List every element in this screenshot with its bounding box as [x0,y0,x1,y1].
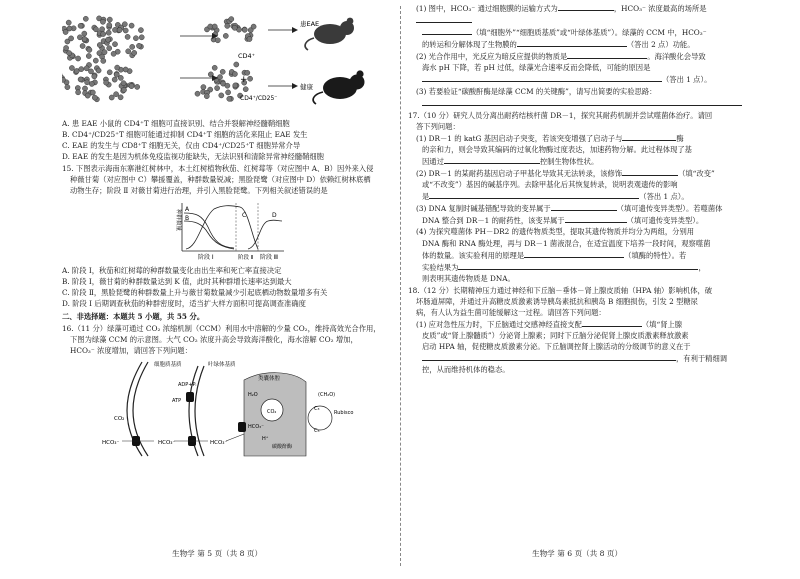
eae-experiment-figure [62,0,394,118]
cell-dot [92,74,97,79]
q18-part1-line1: (1) 应对急性压力时，下丘脑通过交感神经直接支配 （填“肾上腺 [416,320,683,330]
cell-dot [114,92,119,97]
cell-dot [82,31,87,36]
cell-dot [97,42,102,47]
cell-dot [78,77,83,82]
q16-part1-line1: (1) 图中，HCO₃⁻ 通过细胞膜的运输方式为 ，HCO₃⁻ 浓度最高的场所是 [408,2,744,26]
cell-dot [136,43,141,48]
eae-label: 患EAE [300,20,320,28]
cell-dot [90,90,95,95]
curve-label-b: B [185,214,190,222]
cell-dot [92,95,97,100]
q17-part4-line1: (4) 为探究噬菌体 PH－DR2 的遗传物质类型，提取其遗传物质并均分为两组，分别用 [416,227,695,237]
cell-dot [78,23,83,28]
hco3-label-1: HCO₃⁻ [102,440,120,447]
cell-dot [107,23,112,28]
answer-blank[interactable] [524,249,624,258]
cell-dot [83,16,88,21]
cell-dot [67,51,72,56]
hco3-label-3: HCO₃⁻ [210,440,228,447]
q18-part1-line2: 皮质”或“肾上腺髓质”）分泌肾上腺素；同时下丘脑分泌促肾上腺皮质激素释放激素 [422,331,689,341]
cell-dot [118,75,123,80]
q18-part1-line4: ，有利于精细调 [408,352,744,364]
adp-label: ADP+Pᵢ [178,382,197,389]
q14-option-d[interactable]: D. EAE 的发生是因为机体免疫监视功能缺失，无法识别和清除异常神经髓鞘细胞 [62,152,324,162]
cell-dot [129,84,134,89]
answer-blank[interactable] [422,352,676,361]
q17-part4-line5: 则表明其遗传物质是 DNA。 [422,273,515,283]
h2o-label: H₂O [248,392,258,399]
cell-dot [67,26,72,31]
q14-option-a[interactable]: A. 患 EAE 小鼠的 CD4⁺T 细胞可直接识别、结合并裂解神经髓鞘细胞 [62,119,290,128]
q17-part4-line2: DNA 酶和 RNA 酶处理，再与 DR－1 菌液混合，在适宜温度下培养一段时间，观察噬菌 [422,238,711,248]
right-column [408,2,744,558]
cell-dot [123,67,128,72]
cell-dot [121,87,126,92]
q15-stem-1: 15. 下图表示海南东寨港红树林中，本土红树植物秋茄、红树莓等（对应图中 A、B）因外来入侵 [62,164,374,174]
answer-blank[interactable] [458,261,698,270]
cell-dot [247,36,252,41]
q15-stem-2: 种薇甘菊（对应图中 C）攀援覆盖，种群数量锐减；黑脸琵鹭（对应图中 D）依赖红树林底栖 [70,175,371,185]
cell-dot [84,66,89,71]
cell-dot [62,77,66,82]
q16-part3-line1: (3) 若要验证“碳酸酐酶是绿藻 CCM 的关键酶”，请写出简要的实验思路： [416,86,657,96]
q16-part2-line1: (2) 光合作用中，光反应为暗反应提供的物质是 。海洋酸化会导致 [416,52,706,62]
cell-dot [104,80,109,85]
cell-dot [204,94,209,99]
answer-blank[interactable] [444,155,540,164]
cell-dot [138,28,143,33]
column-divider [400,6,401,566]
cell-dot [223,33,228,38]
stage3-label: 阶段 Ⅲ [260,253,279,261]
answer-blank[interactable] [416,14,472,23]
answer-blank[interactable] [517,38,627,47]
cell-dot [215,38,220,43]
answer-blank[interactable] [622,167,678,176]
cell-dot [195,91,200,96]
section-2-heading: 二、非选择题：本题共 5 小题，共 55 分。 [62,311,205,321]
cell-dot [76,56,81,61]
q17-part3-line1: (3) DNA 复制时碱基错配导致的变异属于 （填可遗传变异类型）。若噬菌体 [416,204,723,214]
curve-label-d: D [272,211,277,219]
cell-dot [118,95,123,100]
cell-dot [135,84,140,89]
cell-dot [101,58,106,63]
cell-dot [82,37,87,42]
cell-dot [225,83,230,88]
cell-dot [112,77,117,82]
cell-dot [201,85,206,90]
cell-dot [129,23,134,28]
q15-option-a[interactable]: A. 阶段 Ⅰ，秋茄和红树莓的种群数量变化由出生率和死亡率直接决定 [62,265,282,275]
q14-option-b[interactable]: B. CD4⁺/CD25⁺T 细胞可能通过抑制 CD4⁺T 细胞的活化来阻止 EAE 发生 [62,130,308,140]
co2-label-inner: CO₂ [267,409,277,416]
cell-dot [86,53,91,58]
cell-dot [76,90,81,95]
cell-dot [107,46,112,51]
carbonic-anhydrase-label: 碳酸酐酶 [272,444,293,451]
q17-part4-line3: 体的数量。该实验利用的原理是 （填酶的特性）。若 [422,250,687,260]
cell-dot [107,17,112,22]
cell-dot [107,70,112,75]
proton-label: H⁺ [262,436,269,443]
q18-part1-line3: 启动 HPA 轴，促使糖皮质激素分泌。下丘脑调控肾上腺活动的分级调节的意义在于 [422,342,691,352]
cell-dot [89,81,94,86]
cell-dot [251,24,256,29]
hco3-label-4: HCO₃⁻ [248,424,264,431]
answer-blank[interactable] [422,73,662,82]
ccm-diagram [62,356,394,460]
answer-blank[interactable] [622,132,676,141]
curve-label-a: A [185,205,190,213]
cell-dot [232,25,237,30]
q16-part2-line3: （答出 1 点）。 [408,73,744,85]
q16-stem-3: HCO₃⁻ 浓度增加，请回答下列问题： [70,346,192,356]
q18-stem-2: 坏肠道屏障，并通过升高糖皮质激素诱导胰岛素抵抗和胰岛 B 细胞损伤，引发 2 型糖尿 [416,296,698,306]
cell-dot [101,31,106,36]
q17-part1-line1: (1) DR－1 的 katG 基因启动子突变，若该突变增强了启动子与 酶 [416,133,684,143]
cell-dot [123,28,128,33]
cell-dot [80,43,85,48]
cell-dot [220,69,225,74]
population-curve-figure [62,197,394,265]
cell-dot [126,49,131,54]
cd4-label: CD4⁺ [238,52,256,60]
healthy-label: 健康 [300,83,313,91]
q16-stem-1: 16.（11 分）绿藻可通过 CO₂ 浓缩机制（CCM）利用水中溶解的少量 CO₂，维持高效光合作用， [62,323,381,333]
page-footer-right: 生物学 第 6 页（共 8 页） [532,549,623,558]
cell-dot [112,42,117,47]
answer-line[interactable] [422,97,742,106]
cell-dot [226,90,231,95]
q14-option-c[interactable]: C. EAE 的发生与 CD8⁺T 细胞无关，仅由 CD4⁺/CD25⁺T 细胞异常介导 [62,141,301,151]
cell-dot [66,20,71,25]
chloroplast-label: 叶绿体基质 [208,362,236,369]
q15-option-d[interactable]: D. 阶段 Ⅰ 后期调查秋茄的种群密度时，适当扩大样方面积可提高调查准确度 [62,298,306,308]
cell-dot [121,81,126,86]
answer-blank[interactable] [558,2,614,11]
q17-part3-line2: DNA 整合到 DR－1 的耐药性，该变异属于 （填可遗传变异类型）。 [422,216,704,226]
q18-part1-line5: 控，从而维持机体的稳态。 [422,365,510,375]
cell-dot [105,37,110,42]
cytoplasm-label: 细胞质基质 [154,362,182,369]
cell-dot [100,27,105,32]
hco3-label-2: HCO₃⁻ [158,440,176,447]
cell-dot [79,67,84,72]
answer-blank[interactable] [582,318,642,327]
cell-dot [102,50,107,55]
cell-dot [227,96,232,101]
q16-part1-line3: 的转运和分解体现了生物膜的 （答出 2 点）功能。 [422,40,695,50]
cell-dot [242,27,247,32]
cell-dot [87,47,92,52]
q15-option-b[interactable]: B. 阶段 Ⅰ，薇甘菊的种群数量达到 K 值，此时其种群增长速率达到最大 [62,276,292,286]
cell-dot [96,68,101,73]
q17-part2-line1: (2) DR－1 的某耐药基因启动子甲基化导致其无法转录，该修饰 （填“改变” [416,169,715,179]
atp-label: ATP [172,398,182,405]
q17-part2-line2: 或“不改变”）基因的碱基序列。去除甲基化后其恢复转录，说明表观遗传的影响 [422,180,678,190]
cell-dot [215,86,220,91]
cell-dot [139,35,144,40]
cell-dot [232,71,237,76]
cell-dot [225,23,230,28]
cell-dot [100,19,105,24]
y-axis-label: 种群数量 [175,208,181,231]
cell-dot [212,24,217,29]
ch2o-label: (CH₂O) [318,392,336,399]
cell-dot [122,22,127,27]
cell-dot [115,65,120,70]
q15-option-c[interactable]: C. 阶段 Ⅱ，黑脸琵鹭的种群数量上升与薇甘菊数量减少引起底栖动物数量增多有关 [62,287,328,297]
rubisco-label: Rubisco [334,410,354,417]
cell-dot [93,58,98,63]
cell-dot [130,44,135,49]
cell-dot [219,93,224,98]
mouse-icon-healthy [313,70,364,104]
plus-sign: + [240,75,248,85]
q17-stem-2: 答下列问题： [416,121,460,131]
q18-stem-3: 病，有人认为益生菌可能缓解这一过程。请回答下列问题： [416,308,606,318]
cell-dot [85,93,90,98]
q16-stem-2: 下图为绿藻 CCM 的示意图。大气 CO₂ 浓度升高会导致海洋酸化，海水溶解 CO₂ 增加， [70,335,358,345]
cell-dot [132,50,137,55]
left-column [62,0,394,558]
cell-dot [88,69,93,74]
cell-dot [65,85,70,90]
stage1-label: 阶段 Ⅰ [198,253,214,261]
cell-dot [243,87,248,92]
answer-blank[interactable] [567,50,647,59]
stage2-label: 阶段 Ⅱ [238,254,254,261]
q17-part1-line2: 的亲和力，则会导致其编码的过氧化物酶过度表达，加速药物分解。此过程体现了基 [422,144,692,154]
cell-dot [212,65,217,70]
page-footer-left: 生物学 第 5 页（共 8 页） [172,549,263,558]
co2-label-outer: CO₂ [114,416,125,423]
cell-dot [69,65,74,70]
q17-part1-line3: 因通过 控制生物体性状。 [422,157,599,167]
c3-label: C₃ [314,406,320,413]
cell-dot [109,95,114,100]
cell-dot [217,75,222,80]
thylakoid-label: 类囊体腔 [258,376,281,383]
q16-part1-line2: （填“细胞外”“细胞质基质”或“叶绿体基质”）。绿藻的 CCM 中，HCO₃⁻ [408,26,744,38]
answer-blank[interactable] [429,190,639,199]
cell-dot [64,45,69,50]
cell-dot [233,83,238,88]
cell-dot [125,34,130,39]
cell-dot [106,30,111,35]
curve-label-c: C [242,211,247,219]
q18-stem-1: 18.（12 分）长期精神压力通过神经和下丘脑－垂体－肾上腺皮质轴（HPA 轴）影响机体，破 [408,285,713,295]
answer-blank[interactable] [565,214,627,223]
cell-dot [69,36,74,41]
cell-dot [133,36,138,41]
cell-dot [248,76,253,81]
q17-part4-line4: 实验结果为 ， [422,262,706,272]
q16-part3-line2 [408,97,744,109]
cell-dot [117,27,122,32]
answer-blank[interactable] [422,26,472,35]
cell-dot [85,80,90,85]
cell-dot [234,62,239,67]
answer-blank[interactable] [551,202,617,211]
q17-stem-1: 17.（10 分）研究人员分离出耐药结核杆菌 DR－1，探究其耐药机制并尝试噬菌体治疗。请回 [408,110,713,120]
cell-clusters [62,16,256,102]
cell-dot [93,27,98,32]
q15-stem-3: 动物生存；阶段 Ⅱ 对薇甘菊进行治理，并引入黑脸琵鹭。下列相关叙述错误的是 [70,186,328,196]
q17-part2-line3: 是 （答出 1 点）。 [422,192,689,202]
cell-dot [111,51,116,56]
cell-dot [229,17,234,22]
c5-label: C₅ [314,428,320,435]
q16-part2-line2: 海水 pH 下降，若 pH 过低，绿藻光合速率反而会降低，可能的原因是 [422,63,651,73]
cd4-cd25-label: CD4⁺/CD25⁻ [240,95,278,102]
